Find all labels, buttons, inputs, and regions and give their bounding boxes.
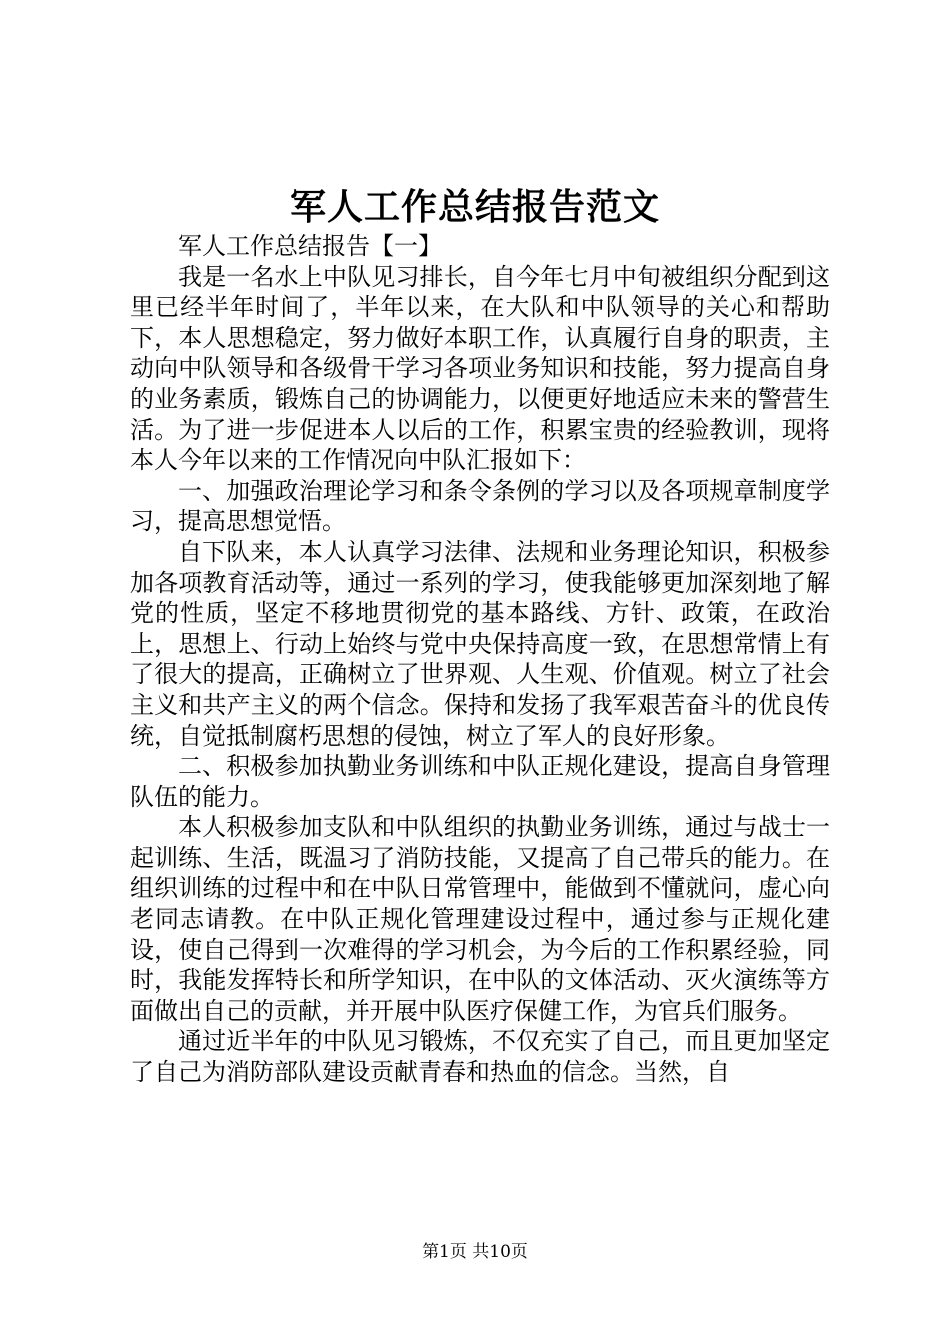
- document-title: 军人工作总结报告范文: [289, 186, 660, 228]
- page-footer: 第1页 共10页: [422, 1242, 528, 1262]
- document-body: [130, 231, 830, 1088]
- paragraph-politics: 自下队来，本人认真学习法律、法规和业务理论知识，积极参加各项教育活动等，通过一系列的学习，使我能够更加深刻地了解党的性质，坚定不移地贯彻党的基本路线、方针、政策，在政治上，思想上、行动上始终与党中央保持高度一致，在思想常情上有了很大的提高，正确树立了世界观、人生观、价值观。树立了社会主义和共产主义的两个信念。保持和发扬了我军艰苦奋斗的优良传统，自觉抵制腐朽思想的侵蚀，树立了军人的良好形象。: [130, 537, 830, 750]
- section-heading-politics: 一、加强政治理论学习和条令条例的学习以及各项规章制度学习，提高思想觉悟。: [130, 476, 830, 536]
- paragraph-conclusion: 通过近半年的中队见习锻炼，不仅充实了自己，而且更加坚定了自己为消防部队建设贡献青春和热血的信念。当然，自: [130, 1027, 830, 1087]
- section-heading-1: 军人工作总结报告【一】: [178, 232, 442, 260]
- paragraph-training: 本人积极参加支队和中队组织的执勤业务训练，通过与战士一起训练、生活，既温习了消防技能，又提高了自己带兵的能力。在组织训练的过程中和在中队日常管理中，能做到不懂就问，虚心向老同志请教。在中队正规化管理建设过程中，通过参与正规化建设，使自己得到一次难得的学习机会，为今后的工作积累经验，同时，我能发挥特长和所学知识，在中队的文体活动、灭火演练等方面做出自己的贡献，并开展中队医疗保健工作，为官兵们服务。: [130, 813, 830, 1025]
- paragraph-intro: 我是一名水上中队见习排长，自今年七月中旬被组织分配到这里已经半年时间了，半年以来，在大队和中队领导的关心和帮助下，本人思想稳定，努力做好本职工作，认真履行自身的职责，主动向中队领导和各级骨干学习各项业务知识和技能，努力提高自身的业务素质，锻炼自己的协调能力，以便更好地适应未来的警营生活。为了进一步促进本人以后的工作，积累宝贵的经验教训，现将本人今年以来的工作情况向中队汇报如下：: [130, 262, 830, 475]
- section-heading-training: 二、积极参加执勤业务训练和中队正规化建设，提高自身管理队伍的能力。: [130, 752, 830, 811]
